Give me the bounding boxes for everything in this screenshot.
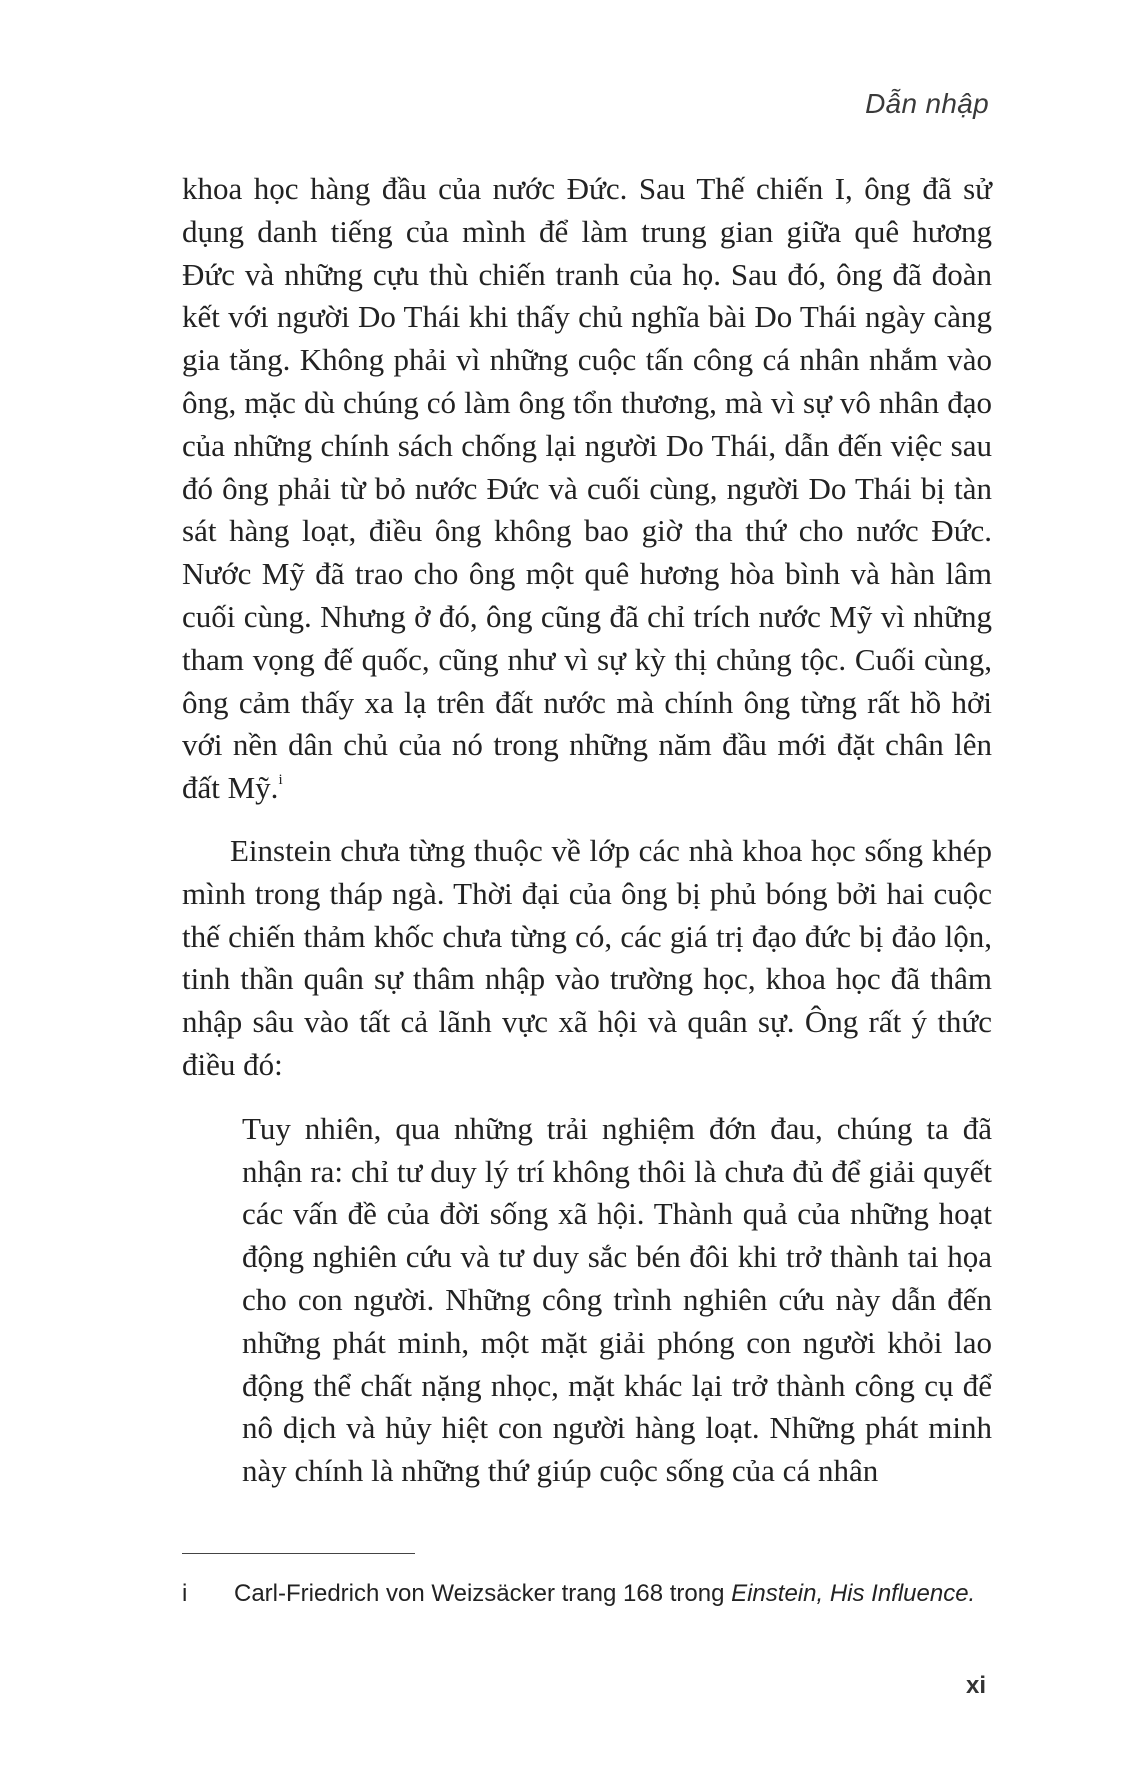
footnote-divider bbox=[182, 1553, 415, 1554]
footnote-reference: i bbox=[278, 772, 283, 789]
body-text bbox=[182, 168, 992, 1493]
running-header: Dẫn nhập bbox=[865, 88, 989, 119]
paragraph: Einstein chưa từng thuộc về lớp các nhà khoa học sống khép mình trong tháp ngà. Thời đại của ông bị phủ bóng bởi hai cuộc thế chiến thảm khốc chưa từng có, các giá trị đạo đức bị đảo lộn, tinh thần quân sự thâm nhập vào trường học, khoa học đã thâm nhập sâu vào tất cả lãnh vực xã hội và quân sự. Ông rất ý thức điều đó: bbox=[182, 832, 992, 1082]
paragraph bbox=[182, 168, 992, 810]
footnote bbox=[182, 1578, 1012, 1610]
footnote-marker: i bbox=[182, 1580, 188, 1607]
page-number: xi bbox=[965, 1672, 986, 1699]
footnote-text: Carl-Friedrich von Weizsäcker trang 168 trong bbox=[234, 1580, 732, 1607]
footnote-source-title: Einstein, His Influence. bbox=[731, 1580, 976, 1607]
paragraph-text: khoa học hàng đầu của nước Đức. Sau Thế chiến I, ông đã sử dụng danh tiếng của mình để làm trung gian giữa quê hương Đức và những cựu thù chiến tranh của họ. Sau đó, ông đã đoàn kết với người Do Thái khi thấy chủ nghĩa bài Do Thái ngày càng gia tăng. Không phải vì những cuộc tấn công cá nhân nhắm vào ông, mặc dù chúng có làm ông tổn thương, mà vì sự vô nhân đạo của những chính sách chống lại người Do Thái, dẫn đến việc sau đó ông phải từ bỏ nước Đức và cuối cùng, người Do Thái bị tàn sát hàng loạt, điều ông không bao giờ tha thứ cho nước Đức. Nước Mỹ đã trao cho ông một quê hương hòa bình và hàn lâm cuối cùng. Nhưng ở đó, ông cũng đã chỉ trích nước Mỹ vì những tham vọng đế quốc, cũng như vì sự kỳ thị chủng tộc. Cuối cùng, ông cảm thấy xa lạ trên đất nước mà chính ông từng rất hồ hởi với nền dân chủ của nó trong những năm đầu mới đặt chân lên đất Mỹ. bbox=[182, 171, 992, 806]
block-quote: Tuy nhiên, qua những trải nghiệm đớn đau, chúng ta đã nhận ra: chỉ tư duy lý trí không thôi là chưa đủ để giải quyết các vấn đề của đời sống xã hội. Thành quả của những hoạt động nghiên cứu và tư duy sắc bén đôi khi trở thành tai họa cho con người. Những công trình nghiên cứu này dẫn đến những phát minh, một mặt giải phóng con người khỏi lao động thể chất nặng nhọc, mặt khác lại trở thành công cụ để nô dịch và hủy hiệt con người hàng loạt. Những phát minh này chính là những thứ giúp cuộc sống của cá nhân bbox=[242, 1110, 992, 1489]
